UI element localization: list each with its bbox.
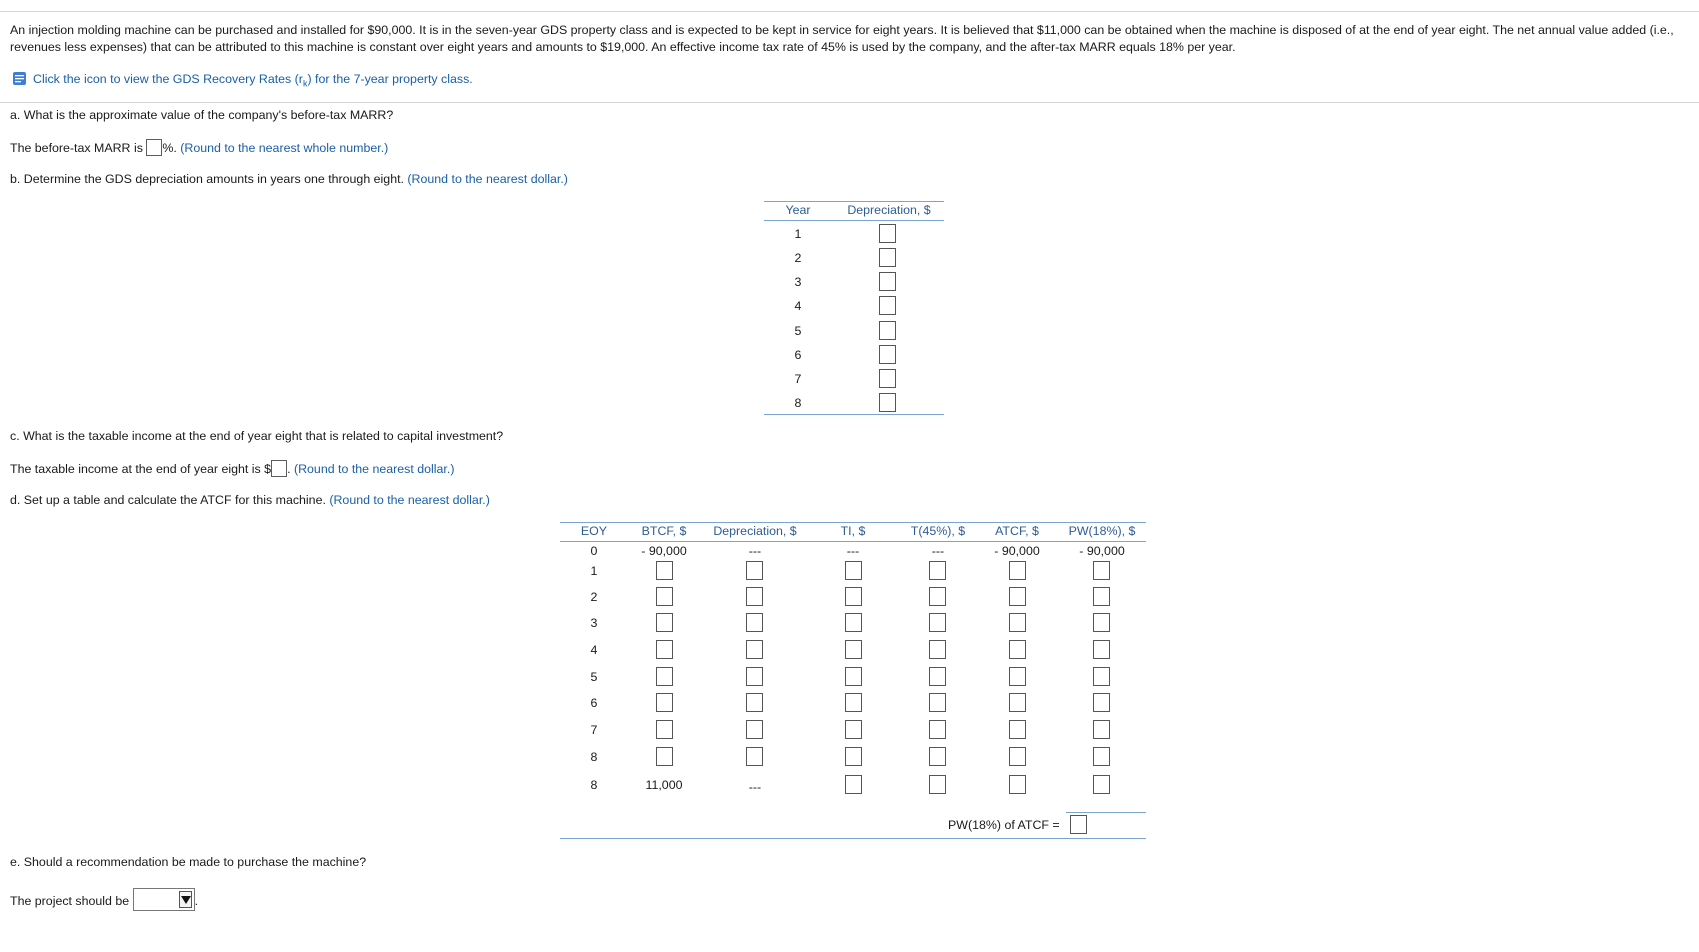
atcf-row-ti-input[interactable] bbox=[845, 747, 862, 766]
atcf-col-pw-header: PW(18%), $ bbox=[1068, 524, 1136, 538]
part-d-hint: (Round to the nearest dollar.) bbox=[325, 493, 490, 507]
dep-row-year: 3 bbox=[794, 275, 802, 289]
atcf-row-ti-input[interactable] bbox=[845, 640, 862, 659]
atcf-row-btcf-input[interactable] bbox=[656, 640, 673, 659]
atcf-row0-btcf: - 90,000 bbox=[641, 544, 687, 558]
dep-row-year: 2 bbox=[794, 251, 802, 265]
atcf-row-btcf-input[interactable] bbox=[656, 720, 673, 739]
pw-atcf-label: PW(18%) of ATCF = bbox=[948, 818, 1060, 832]
gds-rates-link-text-post[interactable]: ) for the 7-year property class. bbox=[307, 72, 473, 86]
atcf-row-depreciation-input[interactable] bbox=[746, 667, 763, 686]
atcf-col-depreciation-header: Depreciation, $ bbox=[713, 524, 797, 538]
dep-row-year: 4 bbox=[794, 299, 802, 313]
atcf-row-depreciation-input[interactable] bbox=[746, 561, 763, 580]
atcf-row0-eoy: 0 bbox=[590, 544, 598, 558]
atcf-row-btcf-input[interactable] bbox=[656, 587, 673, 606]
atcf-table-bottom-rule bbox=[560, 838, 1146, 839]
part-d-question-text: d. Set up a table and calculate the ATCF for this machine. bbox=[10, 493, 326, 507]
atcf-row-eoy: 3 bbox=[590, 616, 598, 630]
atcf-row-pw-input[interactable] bbox=[1093, 693, 1110, 712]
atcf-salvage-row-depreciation: --- bbox=[748, 780, 762, 794]
atcf-table-header-rule bbox=[560, 541, 1146, 542]
atcf-row0-pw: - 90,000 bbox=[1079, 544, 1125, 558]
atcf-row-tax-input[interactable] bbox=[929, 561, 946, 580]
dep-table-header-rule bbox=[764, 220, 944, 221]
atcf-salvage-row-btcf: 11,000 bbox=[645, 778, 683, 792]
atcf-row-pw-input[interactable] bbox=[1093, 561, 1110, 580]
pw-atcf-total-input[interactable] bbox=[1070, 815, 1087, 834]
book-icon[interactable] bbox=[12, 71, 27, 86]
atcf-row-eoy: 5 bbox=[590, 670, 598, 684]
dep-row-year: 8 bbox=[794, 396, 802, 410]
dep-table-top-rule bbox=[764, 201, 944, 202]
atcf-col-btcf-header: BTCF, $ bbox=[641, 524, 687, 538]
part-a-answer-prefix: The before-tax MARR is bbox=[10, 141, 147, 155]
atcf-row-atcf-input[interactable] bbox=[1009, 667, 1026, 686]
part-a-answer-suffix: %. bbox=[162, 141, 177, 155]
part-a-answer-row bbox=[10, 139, 388, 156]
atcf-row-atcf-input[interactable] bbox=[1009, 693, 1026, 712]
atcf-row-eoy: 8 bbox=[590, 750, 598, 764]
atcf-row-depreciation-input[interactable] bbox=[746, 587, 763, 606]
atcf-col-eoy-header: EOY bbox=[580, 524, 608, 538]
atcf-row-ti-input[interactable] bbox=[845, 561, 862, 580]
atcf-row-depreciation-input[interactable] bbox=[746, 720, 763, 739]
part-c-answer-row bbox=[10, 460, 454, 477]
atcf-row-depreciation-input[interactable] bbox=[746, 693, 763, 712]
dep-row-year: 5 bbox=[794, 324, 802, 338]
dep-row-input[interactable] bbox=[879, 345, 896, 364]
dep-col-depreciation-header: Depreciation, $ bbox=[847, 203, 931, 217]
atcf-table-top-rule bbox=[560, 522, 1146, 523]
atcf-row-tax-input[interactable] bbox=[929, 747, 946, 766]
part-b-question bbox=[10, 171, 568, 187]
atcf-row-tax-input[interactable] bbox=[929, 667, 946, 686]
pw-sum-rule bbox=[1066, 812, 1146, 813]
dep-row-input[interactable] bbox=[879, 393, 896, 412]
atcf-row-btcf-input[interactable] bbox=[656, 561, 673, 580]
top-divider bbox=[0, 11, 1699, 12]
atcf-row-depreciation-input[interactable] bbox=[746, 640, 763, 659]
atcf-row-pw-input[interactable] bbox=[1093, 747, 1110, 766]
part-c-answer-suffix: . bbox=[287, 462, 291, 476]
before-tax-marr-input[interactable] bbox=[146, 139, 162, 156]
atcf-col-atcf-header: ATCF, $ bbox=[995, 524, 1039, 538]
atcf-row-ti-input[interactable] bbox=[845, 613, 862, 632]
part-e-question: e. Should a recommendation be made to purchase the machine? bbox=[10, 855, 367, 869]
atcf-row-depreciation-input[interactable] bbox=[746, 747, 763, 766]
atcf-row-eoy: 6 bbox=[590, 696, 598, 710]
part-c-answer-prefix: The taxable income at the end of year eight is $ bbox=[10, 462, 272, 476]
part-c-question: c. What is the taxable income at the end of year eight that is related to capital investment? bbox=[10, 429, 504, 443]
atcf-salvage-row-pw-input[interactable] bbox=[1093, 775, 1110, 794]
atcf-row-ti-input[interactable] bbox=[845, 693, 862, 712]
atcf-row-tax-input[interactable] bbox=[929, 587, 946, 606]
taxable-income-input[interactable] bbox=[271, 460, 287, 477]
gds-rates-link-text-pre[interactable]: Click the icon to view the GDS Recovery Rates (r bbox=[33, 72, 303, 86]
atcf-col-tax-header: T(45%), $ bbox=[910, 524, 966, 538]
atcf-row-ti-input[interactable] bbox=[845, 667, 862, 686]
part-a-question: a. What is the approximate value of the company's before-tax MARR? bbox=[10, 108, 394, 122]
part-b-question-text: b. Determine the GDS depreciation amounts in years one through eight. bbox=[10, 172, 404, 186]
atcf-row-tax-input[interactable] bbox=[929, 640, 946, 659]
part-e-answer-row bbox=[10, 888, 198, 911]
atcf-row-atcf-input[interactable] bbox=[1009, 747, 1026, 766]
dep-row-input[interactable] bbox=[879, 272, 896, 291]
atcf-row0-tax: --- bbox=[931, 544, 945, 558]
atcf-row-pw-input[interactable] bbox=[1093, 640, 1110, 659]
atcf-salvage-row-tax-input[interactable] bbox=[929, 775, 946, 794]
gds-rates-link-subscript[interactable]: k bbox=[302, 78, 308, 89]
atcf-row-tax-input[interactable] bbox=[929, 720, 946, 739]
atcf-row-btcf-input[interactable] bbox=[656, 667, 673, 686]
atcf-row-btcf-input[interactable] bbox=[656, 613, 673, 632]
dep-table-bottom-rule bbox=[764, 414, 944, 415]
atcf-row-pw-input[interactable] bbox=[1093, 587, 1110, 606]
dep-col-year-header: Year bbox=[785, 203, 811, 217]
atcf-row-tax-input[interactable] bbox=[929, 613, 946, 632]
atcf-row-eoy: 1 bbox=[590, 564, 598, 578]
atcf-row0-atcf: - 90,000 bbox=[994, 544, 1040, 558]
dep-row-input[interactable] bbox=[879, 224, 896, 243]
atcf-row-pw-input[interactable] bbox=[1093, 613, 1110, 632]
atcf-row-eoy: 4 bbox=[590, 643, 598, 657]
atcf-row-pw-input[interactable] bbox=[1093, 720, 1110, 739]
atcf-row0-ti: --- bbox=[846, 544, 860, 558]
part-c-hint: (Round to the nearest dollar.) bbox=[290, 462, 455, 476]
atcf-row-atcf-input[interactable] bbox=[1009, 720, 1026, 739]
dep-row-year: 6 bbox=[794, 348, 802, 362]
atcf-row-atcf-input[interactable] bbox=[1009, 587, 1026, 606]
recommendation-select[interactable] bbox=[133, 888, 195, 911]
atcf-salvage-row-atcf-input[interactable] bbox=[1009, 775, 1026, 794]
atcf-row-eoy: 2 bbox=[590, 590, 598, 604]
part-e-answer-suffix: . bbox=[194, 894, 199, 908]
part-e-answer-prefix: The project should be bbox=[10, 894, 130, 908]
atcf-row-eoy: 7 bbox=[590, 723, 598, 737]
dropdown-arrow-icon[interactable] bbox=[179, 891, 192, 908]
atcf-row-tax-input[interactable] bbox=[929, 693, 946, 712]
atcf-row-depreciation-input[interactable] bbox=[746, 613, 763, 632]
atcf-row-atcf-input[interactable] bbox=[1009, 561, 1026, 580]
dep-row-year: 1 bbox=[794, 227, 802, 241]
gds-rates-link-row[interactable] bbox=[12, 71, 473, 92]
part-a-hint: (Round to the nearest whole number.) bbox=[176, 141, 389, 155]
dep-row-input[interactable] bbox=[879, 248, 896, 267]
atcf-row-pw-input[interactable] bbox=[1093, 667, 1110, 686]
part-b-hint: (Round to the nearest dollar.) bbox=[403, 172, 568, 186]
atcf-row-btcf-input[interactable] bbox=[656, 747, 673, 766]
atcf-row0-depreciation: --- bbox=[748, 544, 762, 558]
atcf-salvage-row-eoy: 8 bbox=[590, 778, 598, 792]
dep-row-input[interactable] bbox=[879, 296, 896, 315]
section-divider bbox=[0, 102, 1699, 103]
atcf-row-ti-input[interactable] bbox=[845, 720, 862, 739]
atcf-row-ti-input[interactable] bbox=[845, 587, 862, 606]
dep-row-year: 7 bbox=[794, 372, 802, 386]
problem-statement: An injection molding machine can be purchased and installed for $90,000. It is in the seven-year GDS property class and is expected to be kept in service for eight years. It is believed that $11,000 can be obtained when the machine is disposed of at the end of year eight. The net annual value added (i.e., revenues less expenses) that can be attributed to this machine is constant over eight years and amounts to $19,000. An effective income tax rate of 45% is used by the company, and the after-tax MARR equals 18% per year. bbox=[10, 23, 1674, 54]
dep-row-input[interactable] bbox=[879, 321, 896, 340]
part-d-question bbox=[10, 492, 490, 508]
dep-row-input[interactable] bbox=[879, 369, 896, 388]
atcf-salvage-row-ti-input[interactable] bbox=[845, 775, 862, 794]
atcf-row-btcf-input[interactable] bbox=[656, 693, 673, 712]
atcf-row-atcf-input[interactable] bbox=[1009, 613, 1026, 632]
atcf-row-atcf-input[interactable] bbox=[1009, 640, 1026, 659]
atcf-col-ti-header: TI, $ bbox=[840, 524, 866, 538]
